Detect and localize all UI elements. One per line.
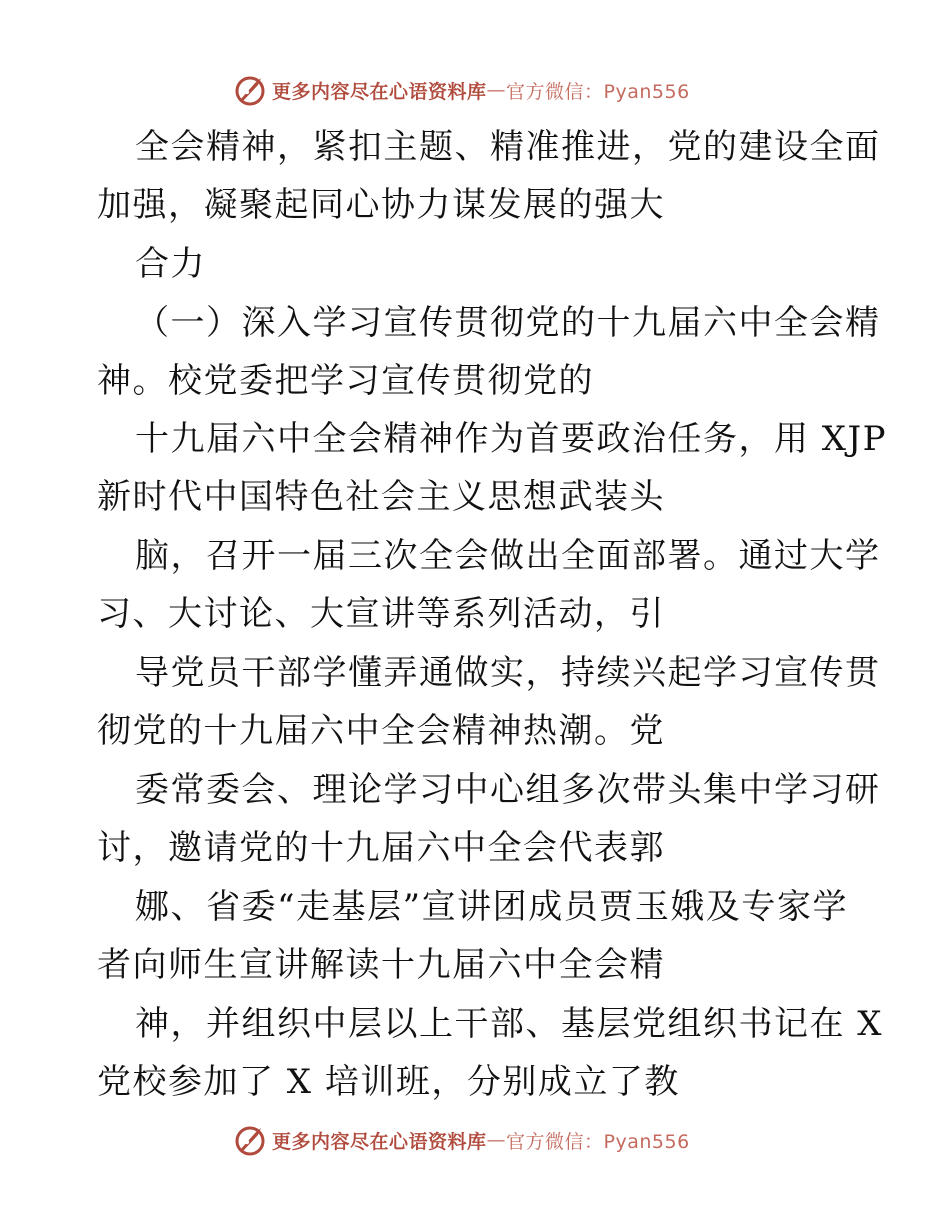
body-line: 加强，凝聚起同心协力谋发展的强大 <box>97 185 665 225</box>
body-line: 脑，召开一届三次全会做出全面部署。通过大学 <box>135 536 881 576</box>
body-line: 彻党的十九届六中全会精神热潮。党 <box>97 711 665 751</box>
watermark-separator: — <box>486 1129 507 1151</box>
body-line: 神，并组织中层以上干部、基层党组织书记在 X <box>135 1004 884 1044</box>
watermark-wechat-text: 官方微信：Pyan556 <box>506 1130 690 1153</box>
quill-logo-icon <box>234 1124 266 1156</box>
body-line: 委常委会、理论学习中心组多次带头集中学习研 <box>135 770 881 810</box>
body-line: 神。校党委把学习宣传贯彻党的 <box>97 361 594 401</box>
watermark-main-text: 更多内容尽在心语资料库 <box>272 1130 487 1153</box>
body-line: 导党员干部学懂弄通做实，持续兴起学习宣传贯 <box>135 653 881 693</box>
footer-watermark <box>234 1122 690 1158</box>
body-line: 娜、省委“走基层”宣讲团成员贾玉娥及专家学 <box>135 887 848 927</box>
watermark-main-text: 更多内容尽在心语资料库 <box>272 80 487 103</box>
body-line: 全会精神，紧扣主题、精准推进，党的建设全面 <box>135 127 881 167</box>
body-line: 合力 <box>135 244 206 284</box>
body-line: 新时代中国特色社会主义思想武装头 <box>97 477 665 517</box>
body-line: 习、大讨论、大宣讲等系列活动，引 <box>97 594 665 634</box>
body-line: 党校参加了 X 培训班，分别成立了教 <box>97 1062 680 1102</box>
body-line: 者向师生宣讲解读十九届六中全会精 <box>97 945 665 985</box>
body-line: 十九届六中全会精神作为首要政治任务，用 XJP <box>135 419 888 459</box>
watermark-wechat-text: 官方微信：Pyan556 <box>506 80 690 103</box>
watermark-separator: — <box>486 79 507 101</box>
body-line: （一）深入学习宣传贯彻党的十九届六中全会精 <box>135 303 881 343</box>
body-line: 讨，邀请党的十九届六中全会代表郭 <box>97 828 665 868</box>
